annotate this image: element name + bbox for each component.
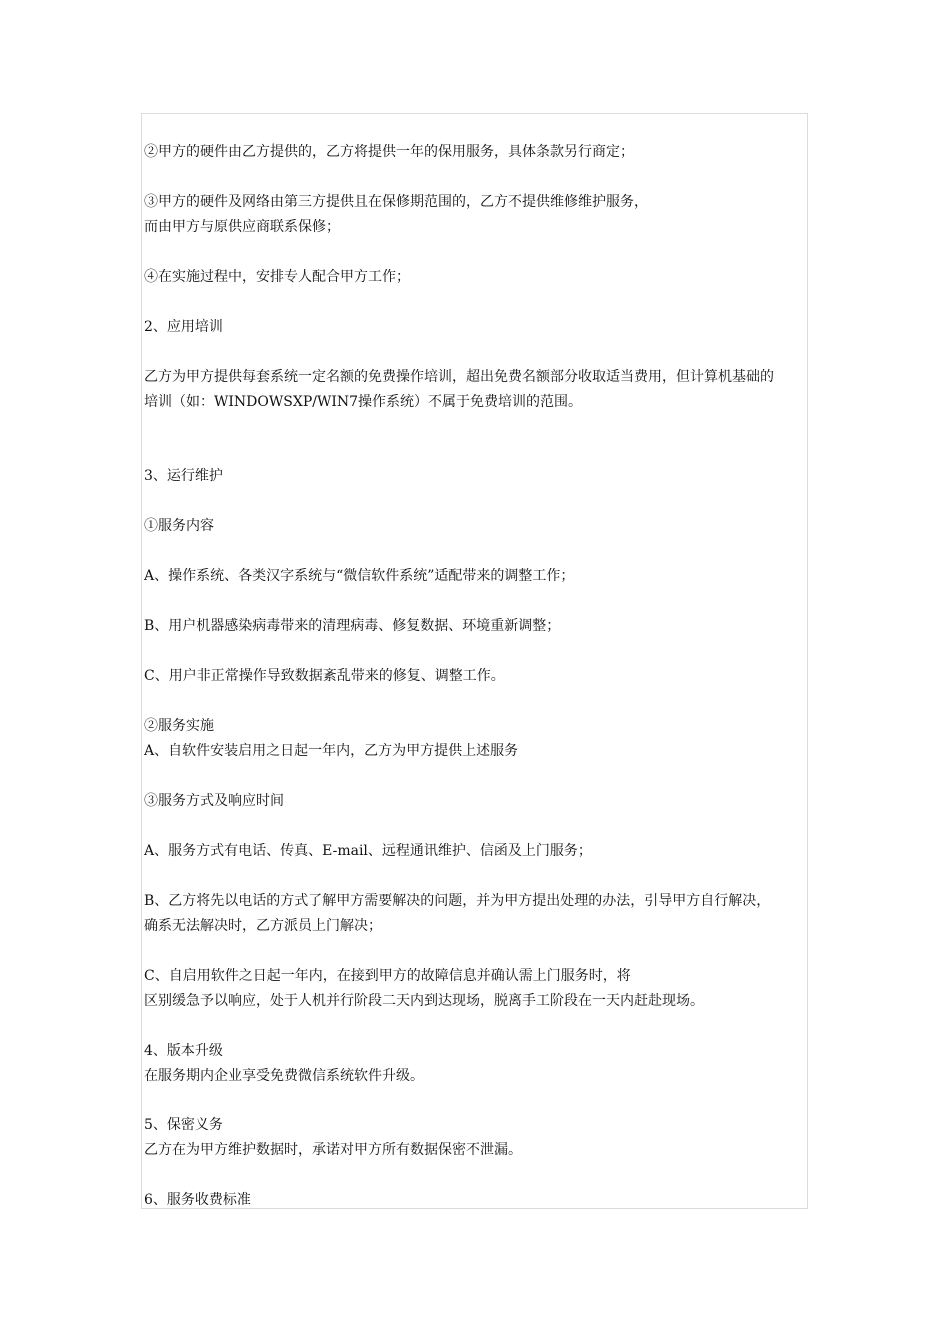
text-line: 确系无法解决时，乙方派员上门解决； xyxy=(144,918,382,934)
subsection-heading: ②服务实施 xyxy=(144,718,214,734)
text-line: C、自启用软件之日起一年内，在接到甲方的故障信息并确认需上门服务时，将 xyxy=(144,968,631,984)
section-heading: 3、运行维护 xyxy=(144,468,223,484)
text-line: 乙方在为甲方维护数据时，承诺对甲方所有数据保密不泄漏。 xyxy=(144,1142,522,1158)
section-heading: 4、版本升级 xyxy=(144,1043,223,1059)
subsection-heading: ①服务内容 xyxy=(144,518,214,534)
text-line: 而由甲方与原供应商联系保修； xyxy=(144,219,340,235)
section-heading: 6、服务收费标准 xyxy=(144,1192,251,1208)
section-heading: 2、应用培训 xyxy=(144,319,223,335)
text-line: 乙方为甲方提供每套系统一定名额的免费操作培训，超出免费名额部分收取适当费用，但计算机基础的 xyxy=(144,369,774,385)
section-heading: 5、保密义务 xyxy=(144,1117,223,1133)
text-line: A、自软件安装启用之日起一年内，乙方为甲方提供上述服务 xyxy=(144,743,519,759)
text-line: B、用户机器感染病毒带来的清理病毒、修复数据、环境重新调整； xyxy=(144,618,561,634)
text-line: 培训（如：WINDOWSXP/WIN7操作系统）不属于免费培训的范围。 xyxy=(144,394,583,410)
text-line: 区别缓急予以响应，处于人机并行阶段二天内到达现场，脱离手工阶段在一天内赶赴现场。 xyxy=(144,993,704,1009)
text-line: C、用户非正常操作导致数据紊乱带来的修复、调整工作。 xyxy=(144,668,505,684)
text-line: A、操作系统、各类汉字系统与“微信软件系统”适配带来的调整工作； xyxy=(144,568,575,584)
text-line: ②甲方的硬件由乙方提供的，乙方将提供一年的保用服务，具体条款另行商定； xyxy=(144,144,634,160)
text-line: A、服务方式有电话、传真、E-mail、远程通讯维护、信函及上门服务； xyxy=(144,843,592,859)
text-line: 在服务期内企业享受免费微信系统软件升级。 xyxy=(144,1068,424,1084)
text-line: ④在实施过程中，安排专人配合甲方工作； xyxy=(144,269,410,285)
text-line: B、乙方将先以电话的方式了解甲方需要解决的问题，并为甲方提出处理的办法，引导甲方自行解决， xyxy=(144,893,771,909)
subsection-heading: ③服务方式及响应时间 xyxy=(144,793,284,809)
text-line: ③甲方的硬件及网络由第三方提供且在保修期范围的，乙方不提供维修维护服务， xyxy=(144,194,648,210)
